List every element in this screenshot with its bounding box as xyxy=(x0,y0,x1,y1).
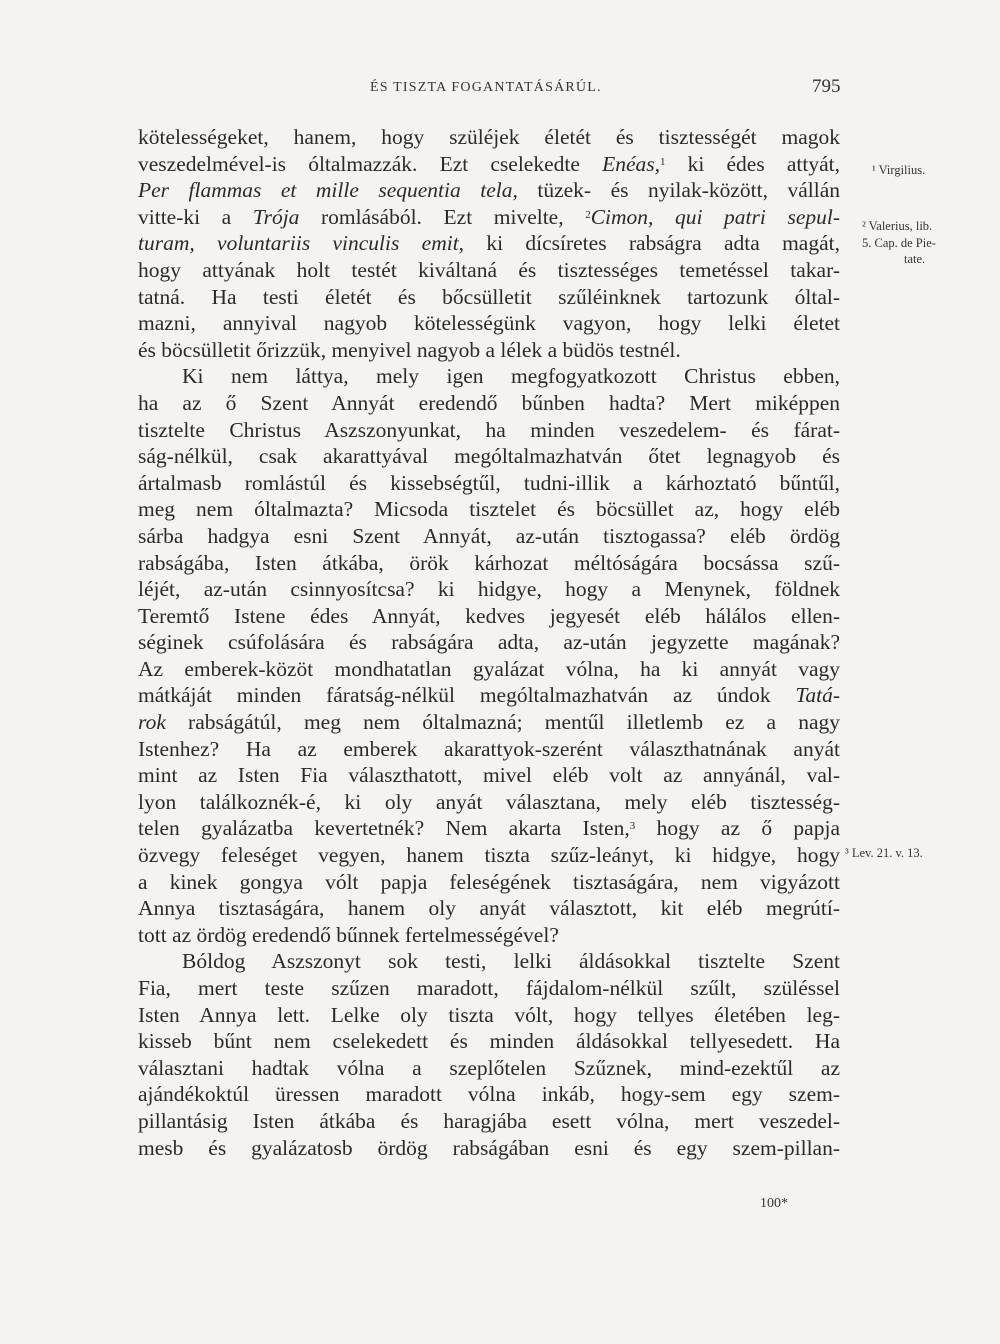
text-line: tott az ördög eredendő bűnnek fertelmességével? xyxy=(138,922,559,947)
margin-note-tate: tate. xyxy=(904,252,926,266)
margin-note-cap: 5. Cap. de Pie- xyxy=(862,236,936,250)
text-line: mesb és gyalázatosb ördög rabságában esni és egy szem-pillan- xyxy=(138,1135,840,1160)
margin-note-virgilius: ¹ Virgilius. xyxy=(872,163,926,177)
text-line: meg nem óltalmazta? Micsoda tisztelet és böcsüllet az, hogy eléb xyxy=(138,497,840,522)
text-line: tisztelte Christus Aszszonyunkat, ha minden veszedelem- és fárat- xyxy=(138,417,840,442)
text-line: mátkáját minden fáratság-nélkül mególtalmazhatván az úndok Tatá- xyxy=(138,683,840,708)
text-line: ság-nélkül, csak akarattyával mególtalmazhatván őtet legnagyob és xyxy=(138,444,840,469)
text-line: Per flammas et mille sequentia tela, tüzek- és nyilak-között, vállán xyxy=(138,178,840,203)
text-line: mazni, annyival nagyob kötelességünk vagyon, hogy lelki életet xyxy=(138,311,840,336)
text-line: Isten Annya lett. Lelke oly tiszta vólt, hogy tellyes életében leg- xyxy=(138,1002,840,1027)
signature-mark: 100* xyxy=(760,1196,788,1211)
text-line: Istenhez? Ha az emberek akarattyok-szerént választhatnának anyát xyxy=(138,736,840,761)
text-line: séginek csúfolására és rabságára adta, az-után jegyzette magának? xyxy=(138,630,840,655)
text-line: a kinek gongya vólt papja feleségének tisztaságára, nem vigyázott xyxy=(138,869,840,894)
page-number: 795 xyxy=(812,76,841,97)
text-line: sárba hadgya esni Szent Annyát, az-után tisztogassa? eléb ördög xyxy=(138,523,840,548)
text-line: vitte-ki a Trója romlásából. Ezt mivelte, $^2$Cimon, qui patri sepul- xyxy=(138,204,841,229)
text-line: telen gyalázatba kevertetnék? Nem akarta Isten,$^3$ hogy az ő papja xyxy=(138,816,840,841)
text-line: özvegy feleséget vegyen, hanem tiszta szűz-leányt, ki hidgye, hogy xyxy=(138,843,840,868)
text-line: pillantásig Isten átkába és haragjába esett vólna, mert veszedel- xyxy=(138,1108,840,1133)
text-line: rok rabságátúl, meg nem óltalmazná; mentűl illetlemb ez a nagy xyxy=(138,710,840,735)
text-line: ajándékoktúl üressen maradott vólna inkáb, hogy-sem egy szem- xyxy=(138,1082,840,1107)
text-line: lyon találkoznék-é, ki oly anyát választana, mely eléb tisztesség- xyxy=(138,789,840,814)
text-line: Az emberek-közöt mondhatatlan gyalázat vólna, ha ki annyát vagy xyxy=(138,656,840,681)
running-title: ÉS TISZTA FOGANTATÁSÁRÚL. xyxy=(370,80,602,95)
text-line: tatná. Ha testi életét és bőcsülletit szűléinknek tartozunk óltal- xyxy=(138,284,840,309)
text-line: Bóldog Aszszonyt sok testi, lelki áldásokkal tisztelte Szent xyxy=(182,949,840,974)
text-line: ártalmasb romlástúl és kissebségtűl, tudni-illik a kárhoztató bűntűl, xyxy=(138,470,840,495)
text-line: rabságába, Isten átkába, örök kárhozat méltóságára bocsássa szű- xyxy=(138,550,840,575)
text-line: Teremtő Istene édes Annyát, kedves jegyesét eléb hálálos ellen- xyxy=(138,603,840,628)
text-line: és böcsülletit őrizzük, menyivel nagyob a lélek a büdös testnél. xyxy=(138,337,681,362)
text-line: kötelességeket, hanem, hogy szüléjek életét és tisztességét magok xyxy=(138,125,840,149)
text-line: léjét, az-után csinnyosítcsa? ki hidgye, hogy a Menynek, földnek xyxy=(138,577,840,602)
text-line: Ki nem láttya, mely igen megfogyatkozott Christus ebben, xyxy=(182,364,840,389)
margin-note-valerius: ² Valerius, lib. xyxy=(862,219,933,233)
text-line: Annya tisztaságára, hanem oly anyát választott, kit eléb megrútí- xyxy=(138,896,840,921)
text-line: turam, voluntariis vinculis emit, ki dícsíretes rabságra adta magát, xyxy=(138,231,840,256)
text-line: választani hadtak vólna a szeplőtelen Szűznek, mind-ezektűl az xyxy=(138,1055,840,1080)
text-line: Fia, mert teste szűzen maradott, fájdalom-nélkül szűlt, szüléssel xyxy=(138,976,840,1000)
margin-note-leviticus: ³ Lev. 21. v. 13. xyxy=(845,846,923,860)
text-line: hogy attyának holt testét kiváltaná és tisztességes temetéssel takar- xyxy=(138,257,840,282)
text-line: veszedelmével-is óltalmazzák. Ezt cselekedte Enéas,$^1$ ki édes attyát, xyxy=(138,151,840,176)
body-text xyxy=(138,124,840,1161)
text-line: kisseb bűnt nem cselekedett és minden áldásokkal tellyesedett. Ha xyxy=(138,1029,840,1054)
text-line: mint az Isten Fia választhatott, mivel eléb volt az annyánál, val- xyxy=(138,763,840,788)
text-line: ha az ő Szent Annyát eredendő bűnben hadta? Mert miképpen xyxy=(138,390,840,415)
